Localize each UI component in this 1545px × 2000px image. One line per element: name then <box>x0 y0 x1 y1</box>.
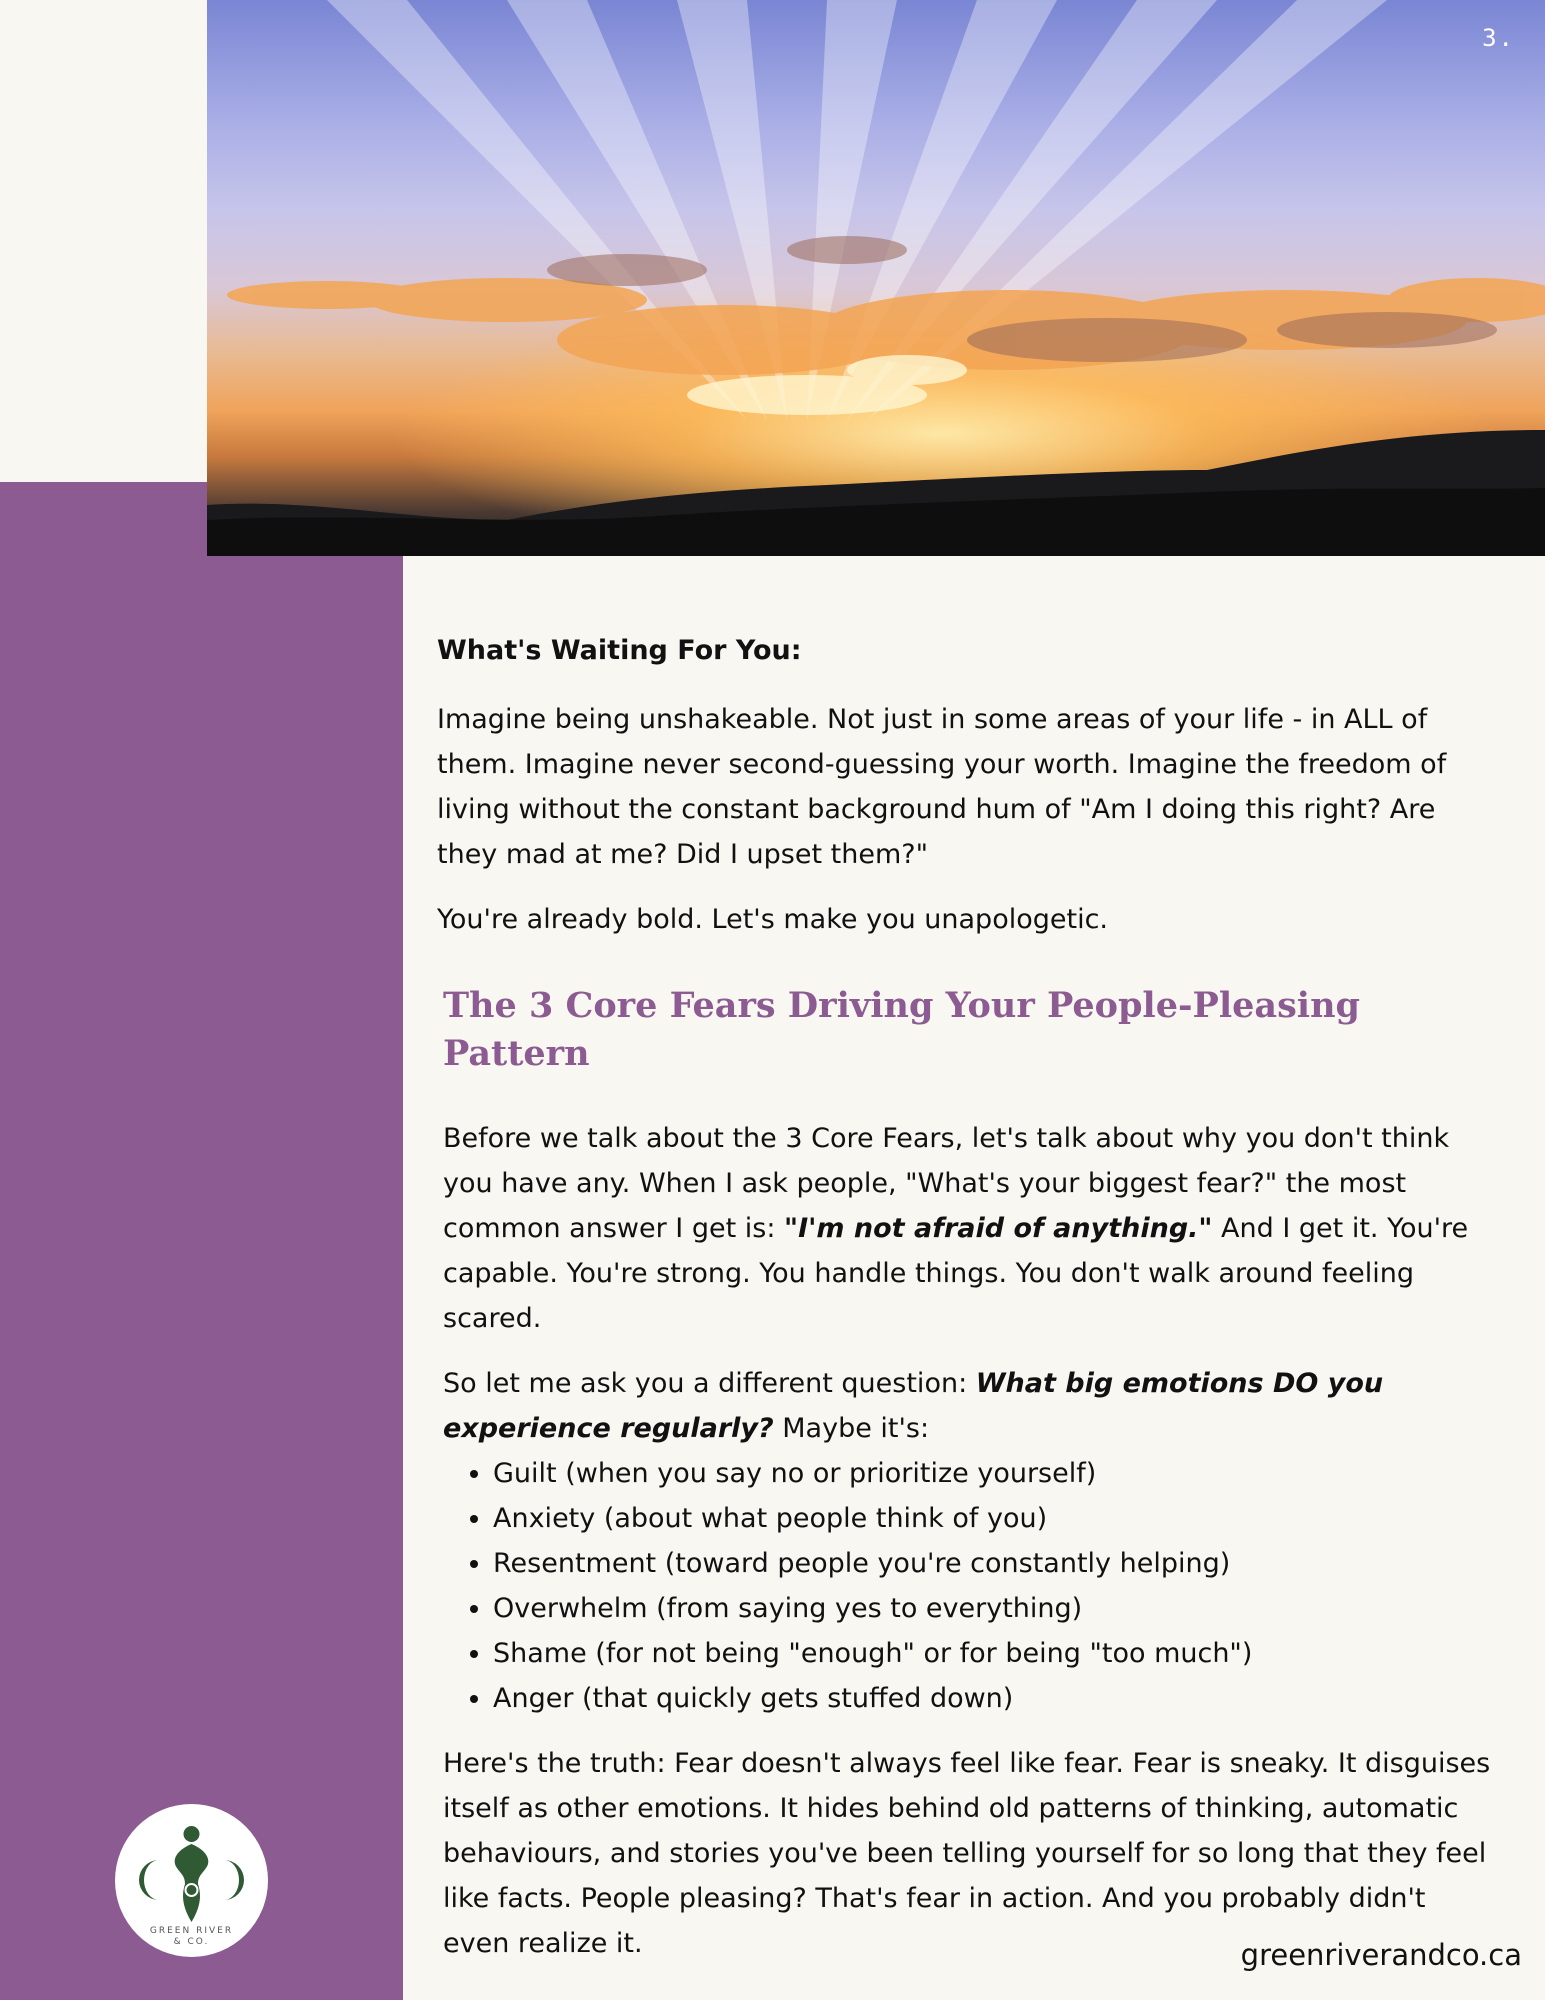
waiting-paragraph-2: You're already bold. Let's make you unapologetic. <box>437 904 1108 935</box>
sunrise-illustration <box>207 0 1545 556</box>
emotions-list <box>443 1451 1497 1721</box>
main-content <box>437 628 1497 1986</box>
fears-paragraph-1 <box>443 1116 1497 1341</box>
list-item: • Anger (that quickly gets stuffed down) <box>493 1676 1497 1721</box>
list-item: • Resentment (toward people you're constantly helping) <box>493 1541 1497 1586</box>
fears-p1-emphasis: "I'm not afraid of anything." <box>784 1213 1213 1244</box>
list-item: • Anxiety (about what people think of you) <box>493 1496 1497 1541</box>
logo-text-line-1: GREEN RIVER <box>149 1926 234 1936</box>
waiting-heading: What's Waiting For You: <box>437 635 802 666</box>
logo-text-line-2: & CO. <box>173 1937 210 1947</box>
fears-paragraph-3: Here's the truth: Fear doesn't always feel like fear. Fear is sneaky. It disguises itself as other emotions. It hides behind old patterns of thinking, automatic behaviours, and stories you've been telling yourself for so long that they feel like facts. People pleasing? That's fear in action. And you probably didn't even realize it. <box>443 1748 1491 1959</box>
purple-side-band <box>0 482 403 2000</box>
waiting-paragraph-1: Imagine being unshakeable. Not just in some areas of your life - in ALL of them. Imagine never second-guessing your worth. Imagine the freedom of living without the constant background hum of "Am I doing this right? Are they mad at me? Did I upset them?" <box>437 704 1447 870</box>
fears-p1-text-after: And I get it. You're capable. You're strong. You handle things. You don't walk around feeling scared. <box>443 1213 1469 1334</box>
list-item: • Guilt (when you say no or prioritize yourself) <box>493 1451 1497 1496</box>
page-number: 3. <box>1482 24 1515 52</box>
list-item: • Overwhelm (from saying yes to everything) <box>493 1586 1497 1631</box>
fears-p1-text: Before we talk about the 3 Core Fears, let's talk about why you don't think you have any. When I ask people, "What's your biggest fear?" the most common answer I get is: <box>443 1123 1450 1244</box>
green-river-logo <box>115 1804 268 1957</box>
fears-paragraph-2 <box>443 1361 1497 1451</box>
fears-p2-text: So let me ask you a different question: <box>443 1368 976 1399</box>
fears-p2-emphasis: What big emotions DO you experience regularly? <box>443 1368 1384 1444</box>
list-item: • Shame (for not being "enough" or for being "too much") <box>493 1631 1497 1676</box>
section-title: The 3 Core Fears Driving Your People-Pleasing Pattern <box>443 985 1361 1074</box>
footer-website-link[interactable]: greenriverandco.ca <box>1240 1938 1522 1972</box>
fears-p2-text-after: Maybe it's: <box>773 1413 930 1444</box>
sunrise-hero-image <box>207 0 1545 556</box>
